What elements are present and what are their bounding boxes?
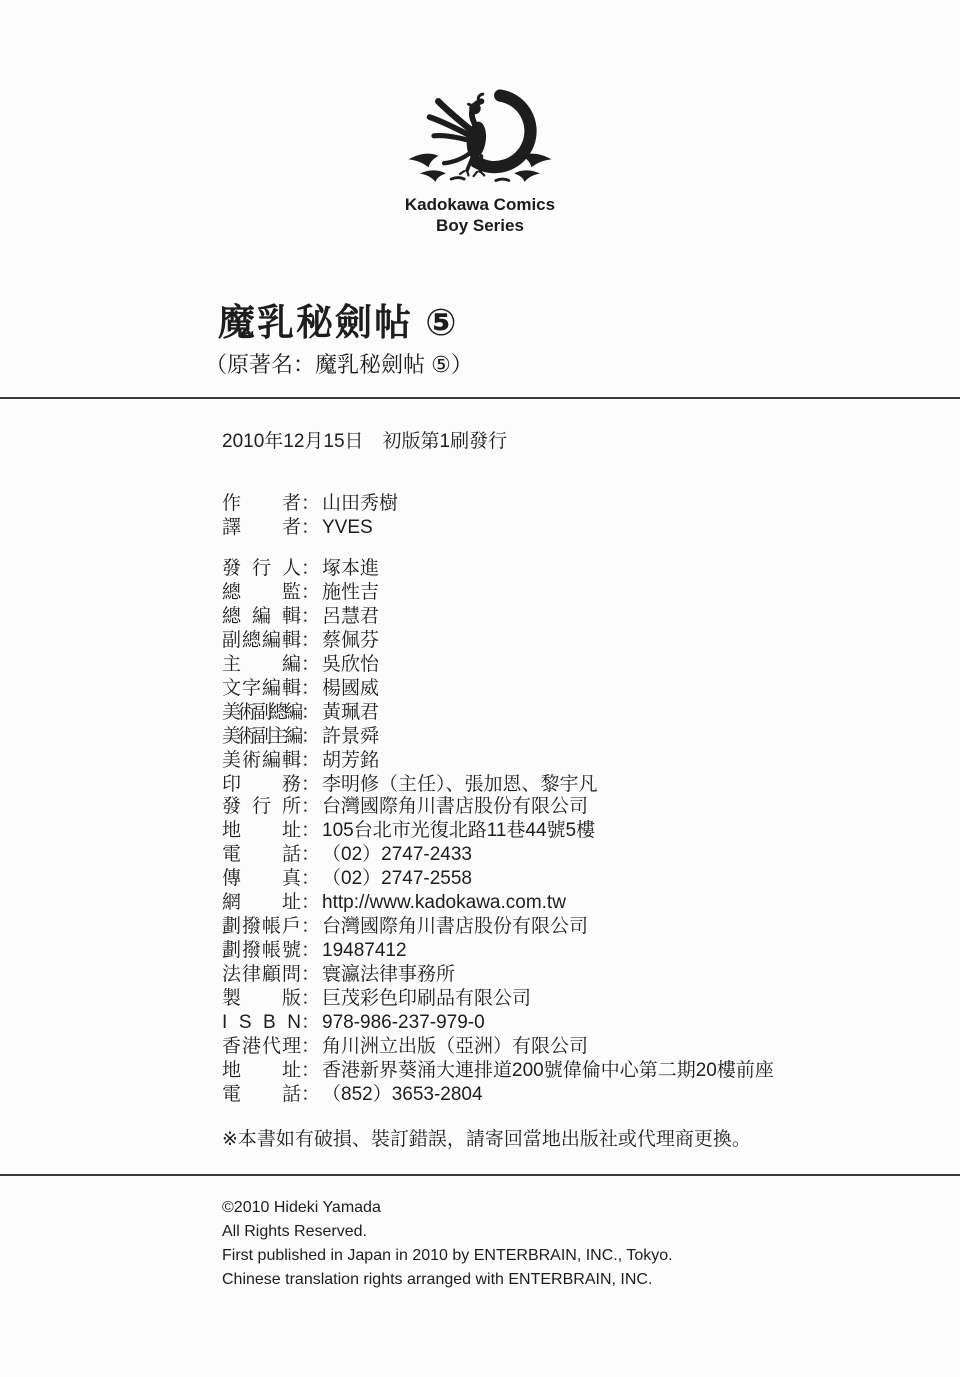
publisher-value: 105台北市光復北路11巷44號5樓: [322, 820, 596, 841]
publisher-value: 寰瀛法律事務所: [322, 964, 456, 985]
credit-label: 美術副總編: [222, 702, 301, 723]
credit-label: 主編: [222, 654, 301, 675]
publisher-row: [222, 819, 595, 843]
publisher-colon: ：: [301, 820, 321, 841]
publisher-value: （02）2747-2558: [322, 868, 472, 889]
publisher-label: 地址: [222, 820, 301, 841]
logo-series-name: Kadokawa Comics: [404, 195, 556, 214]
credit-value: 塚本進: [322, 558, 380, 579]
credit-label: 總編輯: [222, 606, 301, 627]
hk-agent-label: 地址: [222, 1060, 301, 1081]
publisher-label: 電話: [222, 844, 301, 865]
publisher-value: 巨茂彩色印刷品有限公司: [322, 988, 532, 1009]
credit-colon: ：: [301, 606, 321, 627]
credit-label: 印務: [222, 774, 301, 795]
publisher-value: 978-986-237-979-0: [322, 1012, 485, 1033]
credit-label: 美術編輯: [222, 750, 301, 771]
publisher-label: 製版: [222, 988, 301, 1009]
credit-value: 施性吉: [322, 582, 380, 603]
hk-agent-label: 香港代理: [222, 1036, 301, 1057]
credit-label: 文字編輯: [222, 678, 301, 699]
publisher-label: 劃撥帳號: [222, 940, 301, 961]
credit-colon: ：: [301, 750, 321, 771]
hk-agent-value: 香港新界葵涌大連排道200號偉倫中心第二期20樓前座: [322, 1060, 774, 1081]
publisher-colon: ：: [301, 916, 321, 937]
credit-row: [222, 557, 598, 581]
publisher-row: [222, 891, 595, 915]
publisher-row: [222, 939, 595, 963]
publisher-label: I S B N: [222, 1012, 301, 1033]
credit-row: [222, 629, 598, 653]
hk-agent-label: 電話: [222, 1084, 301, 1105]
credit-row: [222, 605, 598, 629]
credit-value: 黃珮君: [322, 702, 380, 723]
publisher-label: 網址: [222, 892, 301, 913]
credit-label: 發行人: [222, 558, 301, 579]
credit-colon: ：: [301, 493, 321, 514]
hk-agent-colon: ：: [301, 1084, 321, 1105]
credit-value: 吳欣怡: [322, 654, 380, 675]
publisher-info: [222, 795, 595, 1035]
credit-colon: ：: [301, 630, 321, 651]
credit-row: [222, 653, 598, 677]
publisher-logo: [0, 84, 960, 236]
credit-colon: ：: [301, 558, 321, 579]
credit-row: [222, 725, 598, 749]
copyright-line: All Rights Reserved.: [222, 1223, 367, 1240]
publisher-label: 劃撥帳戶: [222, 916, 301, 937]
kadokawa-phoenix-icon: [400, 84, 560, 192]
publisher-label: 法律顧問: [222, 964, 301, 985]
publisher-value: 台灣國際角川書店股份有限公司: [322, 796, 589, 817]
credit-colon: ：: [301, 517, 321, 538]
copyright-block: [222, 1196, 673, 1292]
credit-row: [222, 581, 598, 605]
credit-colon: ：: [301, 678, 321, 699]
credit-label: 美術副主編: [222, 726, 301, 747]
author-credits: [222, 492, 398, 540]
publisher-value: 19487412: [322, 940, 407, 961]
copyright-line: First published in Japan in 2010 by ENTERBRAIN, INC., Tokyo.: [222, 1247, 673, 1264]
credit-row: [222, 516, 398, 540]
book-title: 魔乳秘劍帖 ⑤: [218, 302, 459, 343]
publisher-row: [222, 987, 595, 1011]
publisher-label: 發行所: [222, 796, 301, 817]
original-title-note: （原著名：魔乳秘劍帖 ⑤）: [205, 352, 473, 377]
credit-colon: ：: [301, 726, 321, 747]
credit-value: 蔡佩芬: [322, 630, 380, 651]
credit-value: 李明修（主任）、張加恩、黎宇凡: [322, 774, 598, 795]
hk-agent-row: [222, 1083, 774, 1107]
publisher-row: [222, 795, 595, 819]
publisher-row: [222, 963, 595, 987]
credit-colon: ：: [301, 582, 321, 603]
credit-label: 譯者: [222, 517, 301, 538]
credit-row: [222, 701, 598, 725]
credit-value: 胡芳銘: [322, 750, 380, 771]
hk-agent-row: [222, 1059, 774, 1083]
hk-agent-value: 角川洲立出版（亞洲）有限公司: [322, 1036, 589, 1057]
credit-value: 山田秀樹: [322, 493, 399, 514]
publisher-row: [222, 915, 595, 939]
divider-top: [0, 397, 960, 399]
credit-value: YVES: [322, 517, 373, 538]
publisher-colon: ：: [301, 892, 321, 913]
credit-value: 許景舜: [322, 726, 380, 747]
publisher-colon: ：: [301, 1012, 321, 1033]
hk-agent-colon: ：: [301, 1036, 321, 1057]
credit-row: [222, 677, 598, 701]
publisher-colon: ：: [301, 964, 321, 985]
publisher-row: [222, 1011, 595, 1035]
divider-bottom: [0, 1174, 960, 1176]
credit-colon: ：: [301, 654, 321, 675]
credit-colon: ：: [301, 702, 321, 723]
publisher-value: （02）2747-2433: [322, 844, 472, 865]
hk-agent-row: [222, 1035, 774, 1059]
hk-agent-info: [222, 1035, 774, 1107]
credit-value: 楊國威: [322, 678, 380, 699]
publisher-colon: ：: [301, 844, 321, 865]
credit-row: [222, 492, 398, 516]
credit-colon: ：: [301, 774, 321, 795]
publisher-colon: ：: [301, 988, 321, 1009]
logo-series-sub: Boy Series: [436, 216, 524, 235]
credit-value: 呂慧君: [322, 606, 380, 627]
publisher-colon: ：: [301, 796, 321, 817]
credit-row: [222, 773, 598, 797]
title-block: [205, 300, 473, 379]
credit-label: 作者: [222, 493, 301, 514]
copyright-line: Chinese translation rights arranged with ENTERBRAIN, INC.: [222, 1271, 653, 1288]
damage-notice: ※本書如有破損、裝訂錯誤，請寄回當地出版社或代理商更換。: [222, 1129, 751, 1150]
publisher-colon: ：: [301, 868, 321, 889]
copyright-line: ©2010 Hideki Yamada: [222, 1199, 381, 1216]
credit-label: 副總編輯: [222, 630, 301, 651]
publisher-value: 台灣國際角川書店股份有限公司: [322, 916, 589, 937]
publisher-row: [222, 867, 595, 891]
hk-agent-value: （852）3653-2804: [322, 1084, 483, 1105]
publisher-label: 傳真: [222, 868, 301, 889]
edition-line: 2010年12月15日 初版第1刷發行: [222, 431, 508, 452]
staff-credits: [222, 557, 598, 797]
publisher-row: [222, 843, 595, 867]
publisher-value: http://www.kadokawa.com.tw: [322, 892, 566, 913]
publisher-colon: ：: [301, 940, 321, 961]
credit-label: 總監: [222, 582, 301, 603]
hk-agent-colon: ：: [301, 1060, 321, 1081]
credit-row: [222, 749, 598, 773]
